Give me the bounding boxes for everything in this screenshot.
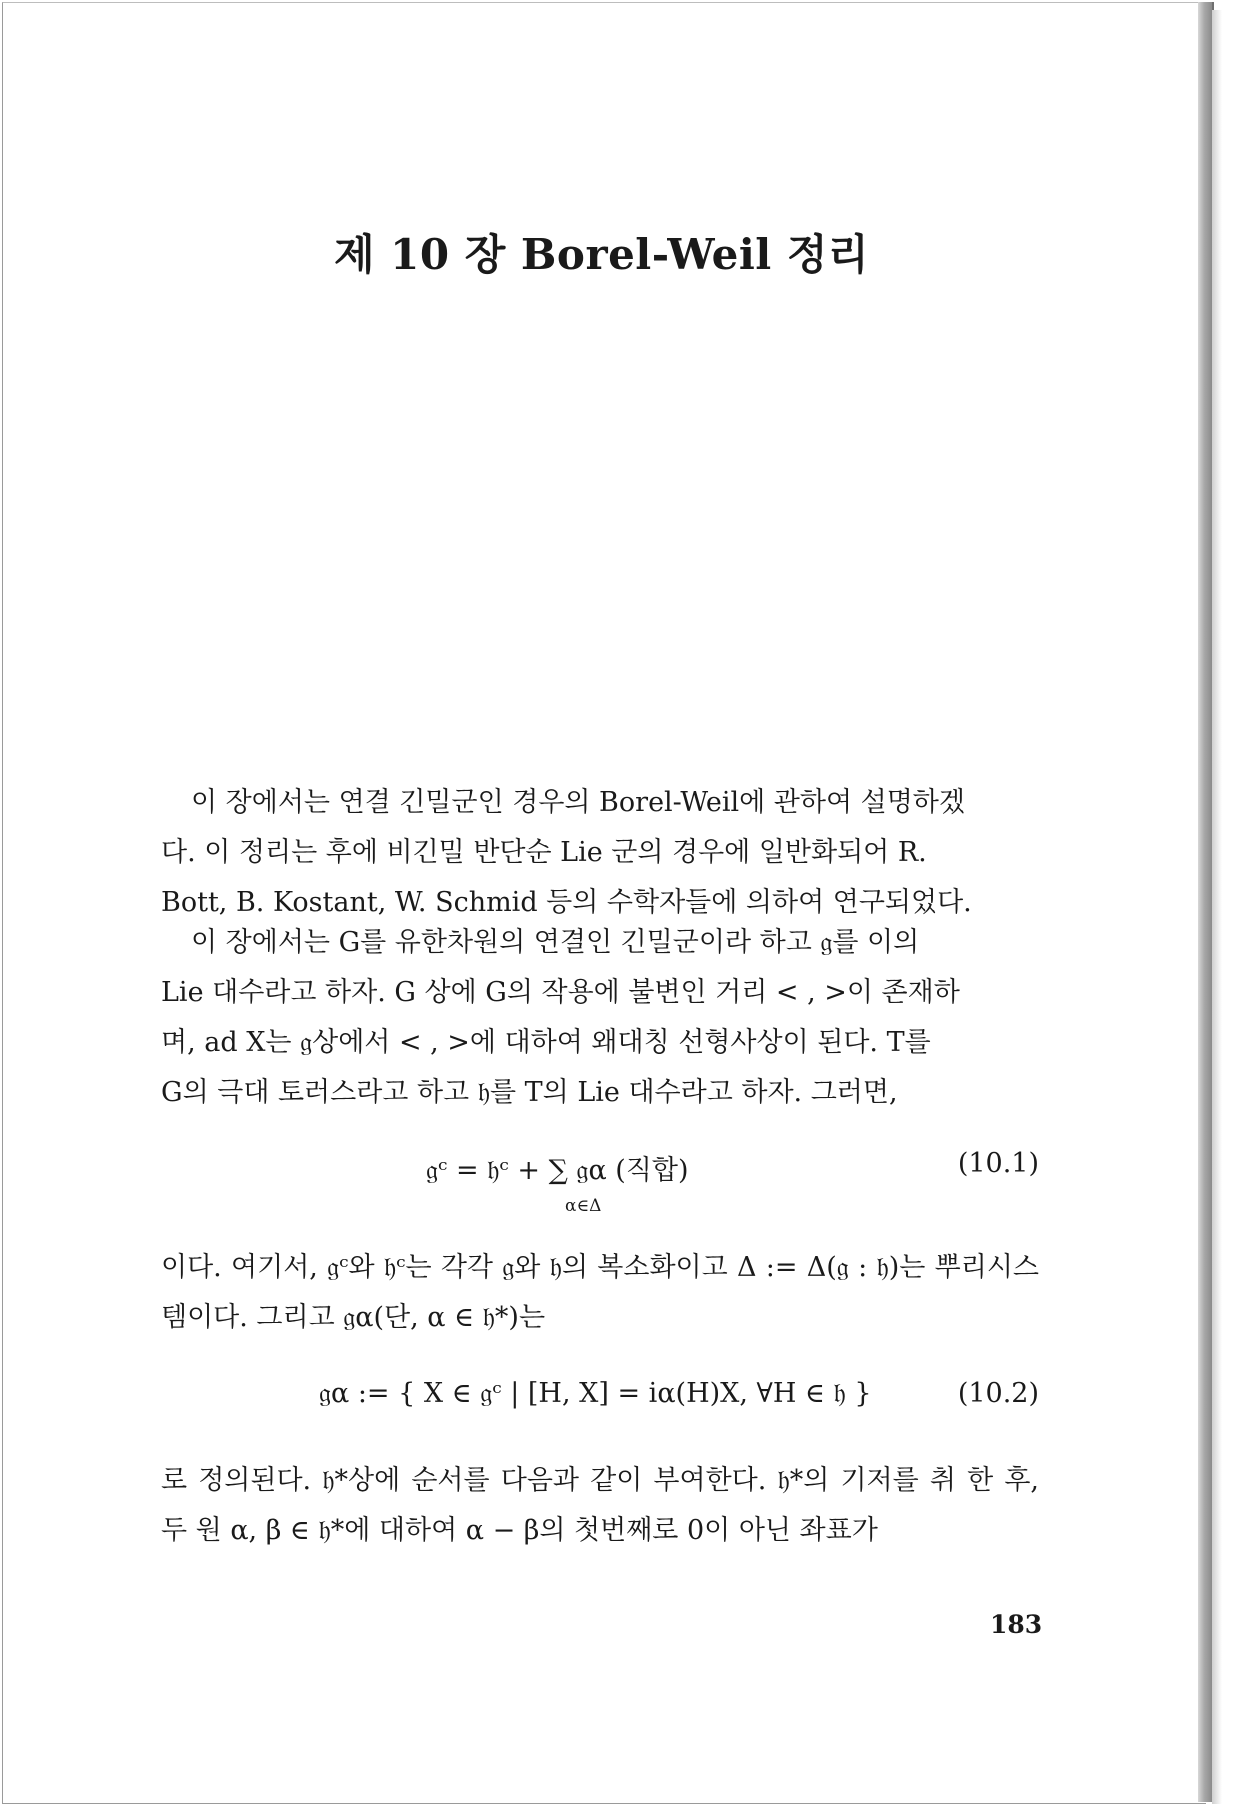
equation-root-decomposition	[161, 1148, 1039, 1216]
paragraph-root-system	[161, 1243, 1039, 1343]
chapter-title: 제 10 장 Borel-Weil 정리	[333, 230, 870, 279]
paragraph-line: 이 장에서는 G를 유한차원의 연결인 긴밀군이라 하고 𝔤를 이의	[191, 927, 920, 958]
page-number: 183	[990, 1610, 1043, 1639]
equation-root-space	[161, 1378, 1039, 1438]
paragraph-line: G의 극대 토러스라고 하고 𝔥를 T의 Lie 대수라고 하자. 그러면,	[161, 1077, 898, 1108]
equation-formula: 𝔤ᶜ = 𝔥ᶜ + ∑ 𝔤α (직합)	[426, 1155, 689, 1186]
paragraph-setup	[161, 918, 1039, 1118]
paragraph-line: Lie 대수라고 하자. G 상에 G의 작용에 불변인 거리 < , >이 존재하	[161, 977, 960, 1008]
paragraph-line: 다. 이 정리는 후에 비긴밀 반단순 Lie 군의 경우에 일반화되어 R.	[161, 837, 927, 868]
paragraph-line: Bott, B. Kostant, W. Schmid 등의 수학자들에 의하여 연구되었다.	[161, 887, 972, 918]
paragraph-line: 이다. 여기서, 𝔤ᶜ와 𝔥ᶜ는 각각 𝔤와 𝔥의 복소화이고 Δ := Δ(𝔤 : 𝔥)는	[161, 1252, 926, 1283]
equation-number: (10.2)	[957, 1378, 1039, 1409]
equation-number: (10.1)	[957, 1148, 1039, 1179]
equation-sum-subscript: α∈Δ	[565, 1196, 602, 1216]
paragraph-line: 뿌리시스템이다. 그리고 𝔤α(단, α ∈ 𝔥*)는	[161, 1252, 1039, 1333]
paragraph-line: 로 정의된다. 𝔥*상에 순서를 다음과 같이 부여한다. 𝔥*의 기저를 취	[161, 1465, 956, 1496]
paragraph-line: 한 후, 두 원 α, β ∈ 𝔥*에 대하여 α − β의 첫번째로 0이 아닌 좌표가	[161, 1465, 1039, 1546]
paragraph-ordering	[161, 1456, 1039, 1556]
paragraph-line: 며, ad X는 𝔤상에서 < , >에 대하여 왜대칭 선형사상이 된다. T를	[161, 1027, 931, 1058]
page-edge-shadow	[1212, 10, 1222, 1804]
paragraph-intro	[161, 778, 1039, 928]
paragraph-line: 이 장에서는 연결 긴밀군인 경우의 Borel-Weil에 관하여 설명하겠	[191, 787, 965, 818]
equation-formula: 𝔤α := { X ∈ 𝔤ᶜ | [H, X] = iα(H)X, ∀H ∈ 𝔥 }	[319, 1378, 872, 1409]
